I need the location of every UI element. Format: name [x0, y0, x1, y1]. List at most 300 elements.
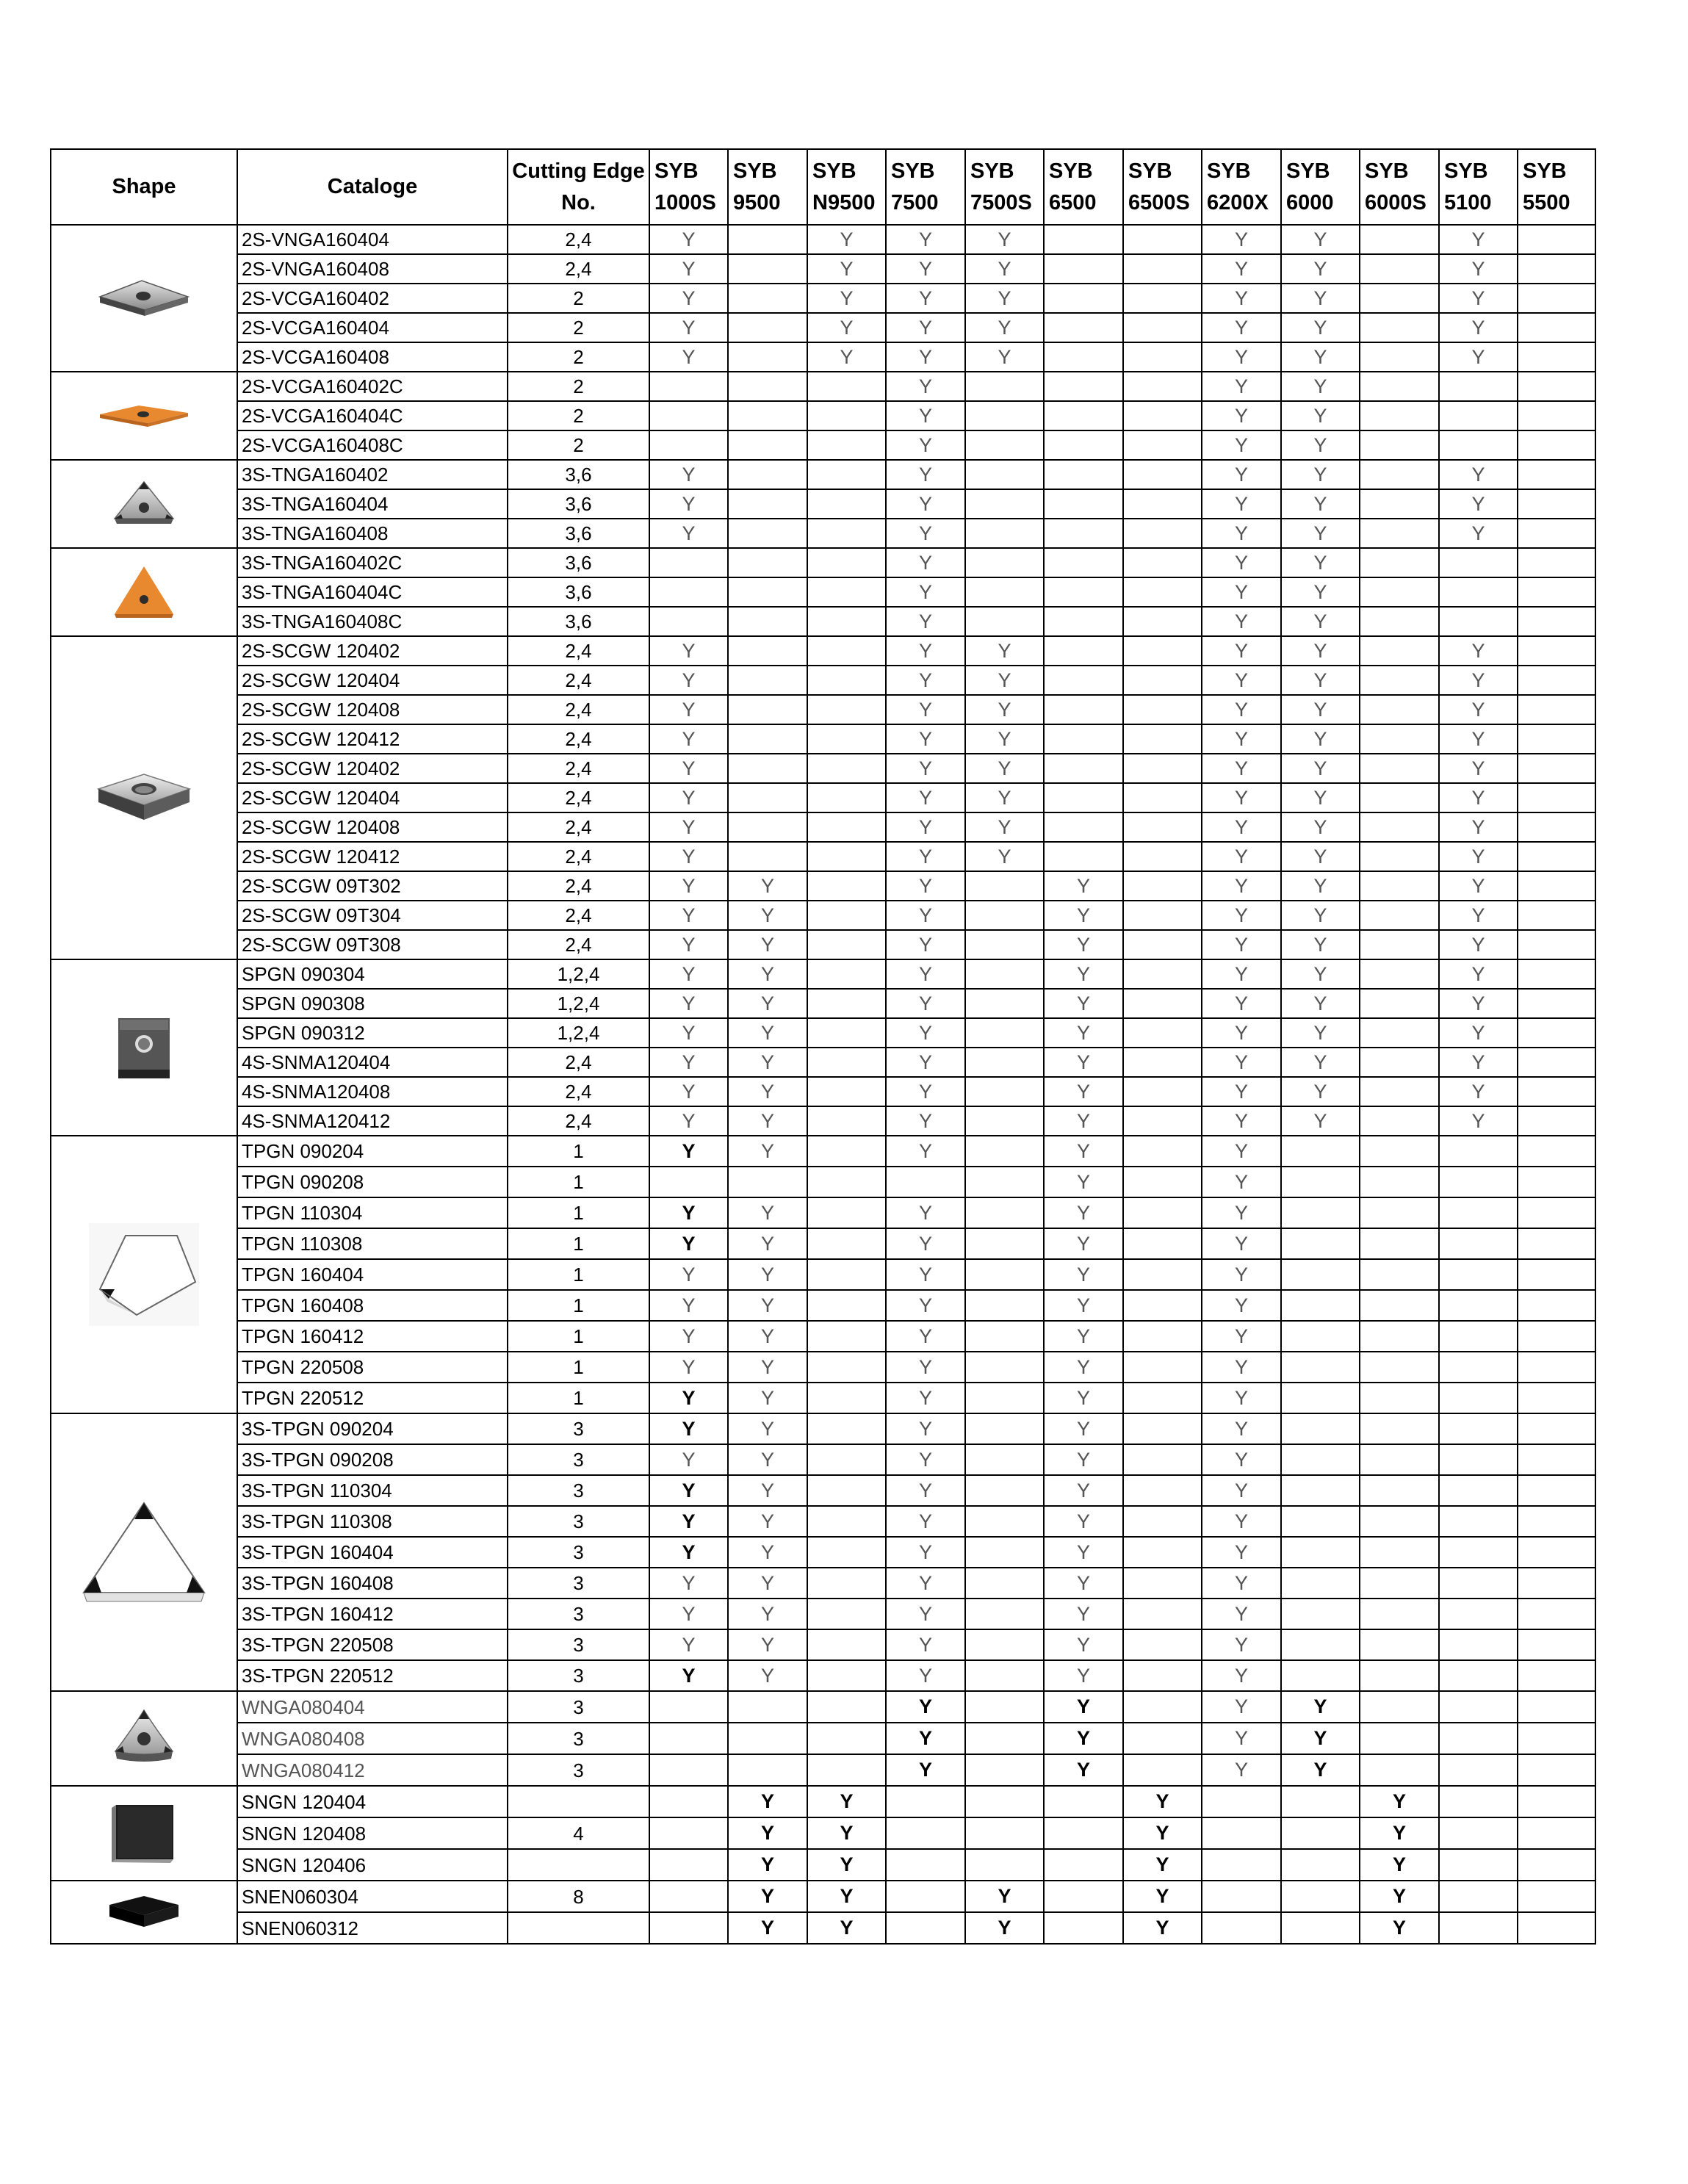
- grade-9500-cell: [728, 548, 807, 577]
- grade-5100-cell: Y: [1439, 254, 1518, 284]
- grade-6000-cell: Y: [1281, 724, 1360, 754]
- grade-5100-cell: Y: [1439, 342, 1518, 372]
- grade-6500-cell: Y: [1044, 1660, 1123, 1691]
- grade-6500-cell: Y: [1044, 1629, 1123, 1660]
- grade-n9500-cell: [807, 1352, 886, 1383]
- grade-n9500-cell: Y: [807, 1817, 886, 1849]
- grade-n9500-cell: Y: [807, 342, 886, 372]
- grade-7500-cell: [886, 1817, 965, 1849]
- grade-5100-cell: Y: [1439, 930, 1518, 959]
- grade-6200x-cell: Y: [1202, 1723, 1281, 1754]
- grade-6500-cell: Y: [1044, 1018, 1123, 1048]
- table-row: [51, 1754, 1595, 1786]
- grade-6200x-cell: Y: [1202, 401, 1281, 430]
- cutting-edge-cell: 3,6: [508, 519, 649, 548]
- shape-cell: [51, 1881, 237, 1944]
- grade-9500-cell: Y: [728, 1352, 807, 1383]
- header-grade: [965, 149, 1044, 225]
- grade-6000s-cell: [1360, 1754, 1439, 1786]
- grade-5100-cell: Y: [1439, 489, 1518, 519]
- catalog-cell: 2S-SCGW 09T304: [237, 901, 508, 930]
- grade-9500-cell: [728, 636, 807, 666]
- header-grade: [1123, 149, 1202, 225]
- grade-n9500-cell: [807, 754, 886, 783]
- grade-6500s-cell: [1123, 548, 1202, 577]
- grade-5500-cell: [1518, 1167, 1595, 1197]
- grade-5500-cell: [1518, 1691, 1595, 1723]
- grade-7500-cell: Y: [886, 1352, 965, 1383]
- grade-7500-cell: Y: [886, 636, 965, 666]
- grade-6000s-cell: [1360, 989, 1439, 1018]
- header-grade-line2: 9500: [733, 190, 781, 215]
- grade-5500-cell: [1518, 1444, 1595, 1475]
- grade-7500s-cell: [965, 1506, 1044, 1537]
- catalog-cell: 3S-TNGA160408: [237, 519, 508, 548]
- grade-9500-cell: [728, 842, 807, 871]
- grade-1000s-cell: [649, 1912, 728, 1944]
- grade-6200x-cell: Y: [1202, 254, 1281, 284]
- table-row: [51, 842, 1595, 871]
- header-shape: Shape: [51, 149, 237, 225]
- catalog-cell: TPGN 090204: [237, 1136, 508, 1167]
- cutting-edge-cell: 2,4: [508, 724, 649, 754]
- grade-1000s-cell: Y: [649, 871, 728, 901]
- grade-9500-cell: Y: [728, 930, 807, 959]
- grade-5500-cell: [1518, 901, 1595, 930]
- grade-n9500-cell: [807, 548, 886, 577]
- grade-7500-cell: Y: [886, 342, 965, 372]
- cutting-edge-cell: 1: [508, 1136, 649, 1167]
- grade-n9500-cell: [807, 724, 886, 754]
- grade-5500-cell: [1518, 1106, 1595, 1136]
- grade-6500s-cell: [1123, 1321, 1202, 1352]
- grade-n9500-cell: Y: [807, 1881, 886, 1912]
- grade-9500-cell: [728, 577, 807, 607]
- grade-1000s-cell: Y: [649, 1321, 728, 1352]
- catalog-cell: TPGN 160412: [237, 1321, 508, 1352]
- table-row: [51, 519, 1595, 548]
- grade-6000s-cell: [1360, 842, 1439, 871]
- catalog-cell: 2S-SCGW 120408: [237, 812, 508, 842]
- grade-7500s-cell: [965, 1259, 1044, 1290]
- grade-5100-cell: Y: [1439, 460, 1518, 489]
- grade-1000s-cell: [649, 1849, 728, 1881]
- grade-n9500-cell: Y: [807, 1849, 886, 1881]
- grade-1000s-cell: Y: [649, 1106, 728, 1136]
- grade-9500-cell: Y: [728, 1599, 807, 1629]
- grade-6000s-cell: [1360, 1475, 1439, 1506]
- grade-6000s-cell: Y: [1360, 1881, 1439, 1912]
- grade-n9500-cell: [807, 901, 886, 930]
- catalog-cell: 2S-SCGW 120412: [237, 842, 508, 871]
- cutting-edge-cell: 3: [508, 1537, 649, 1568]
- table-row: [51, 1167, 1595, 1197]
- catalog-cell: TPGN 160404: [237, 1259, 508, 1290]
- grade-7500-cell: Y: [886, 1723, 965, 1754]
- grade-1000s-cell: Y: [649, 225, 728, 254]
- grade-9500-cell: Y: [728, 1786, 807, 1817]
- grade-7500s-cell: [965, 1136, 1044, 1167]
- grade-9500-cell: Y: [728, 1259, 807, 1290]
- grade-7500s-cell: Y: [965, 695, 1044, 724]
- grade-7500-cell: Y: [886, 401, 965, 430]
- grade-7500s-cell: [965, 401, 1044, 430]
- grade-7500s-cell: Y: [965, 724, 1044, 754]
- catalog-cell: 4S-SNMA120404: [237, 1048, 508, 1077]
- catalog-cell: 2S-VCGA160404: [237, 313, 508, 342]
- cutting-edge-cell: [508, 1912, 649, 1944]
- header-grade-line2: 5100: [1444, 190, 1492, 215]
- grade-n9500-cell: [807, 783, 886, 812]
- grade-7500s-cell: [965, 1817, 1044, 1849]
- header-grade-line1: SYB: [1444, 159, 1488, 183]
- grade-6000-cell: [1281, 1290, 1360, 1321]
- grade-1000s-cell: Y: [649, 695, 728, 724]
- grade-6000s-cell: [1360, 225, 1439, 254]
- cutting-edge-cell: 3,6: [508, 489, 649, 519]
- grade-5100-cell: Y: [1439, 1018, 1518, 1048]
- grade-5500-cell: [1518, 519, 1595, 548]
- grade-6500-cell: [1044, 636, 1123, 666]
- grade-6000-cell: [1281, 1383, 1360, 1413]
- grade-6000s-cell: Y: [1360, 1817, 1439, 1849]
- grade-6200x-cell: Y: [1202, 959, 1281, 989]
- cutting-edge-cell: 2,4: [508, 783, 649, 812]
- catalog-cell: 2S-VCGA160404C: [237, 401, 508, 430]
- grade-9500-cell: [728, 430, 807, 460]
- grade-5500-cell: [1518, 1723, 1595, 1754]
- grade-n9500-cell: [807, 1691, 886, 1723]
- shape-cell: [51, 1136, 237, 1413]
- grade-6500s-cell: [1123, 1475, 1202, 1506]
- table-row: [51, 636, 1595, 666]
- grade-1000s-cell: Y: [649, 842, 728, 871]
- grade-5100-cell: [1439, 1136, 1518, 1167]
- grade-9500-cell: Y: [728, 1817, 807, 1849]
- grade-6000s-cell: Y: [1360, 1912, 1439, 1944]
- grade-6200x-cell: Y: [1202, 783, 1281, 812]
- grade-6200x-cell: Y: [1202, 871, 1281, 901]
- catalog-cell: 3S-TPGN 160412: [237, 1599, 508, 1629]
- grade-6000-cell: Y: [1281, 754, 1360, 783]
- catalog-cell: 3S-TNGA160402C: [237, 548, 508, 577]
- cutting-edge-cell: 3: [508, 1629, 649, 1660]
- grade-n9500-cell: [807, 989, 886, 1018]
- grade-5500-cell: [1518, 1881, 1595, 1912]
- grade-6000-cell: Y: [1281, 666, 1360, 695]
- grade-1000s-cell: Y: [649, 1629, 728, 1660]
- cutting-edge-cell: 3: [508, 1475, 649, 1506]
- grade-6000s-cell: [1360, 1352, 1439, 1383]
- grade-5500-cell: [1518, 783, 1595, 812]
- grade-7500-cell: Y: [886, 666, 965, 695]
- grade-1000s-cell: Y: [649, 313, 728, 342]
- shape-cell: [51, 460, 237, 548]
- grade-1000s-cell: Y: [649, 342, 728, 372]
- grade-5100-cell: [1439, 1383, 1518, 1413]
- grade-5100-cell: [1439, 1321, 1518, 1352]
- catalog-cell: 2S-SCGW 120408: [237, 695, 508, 724]
- grade-6500-cell: [1044, 254, 1123, 284]
- grade-5100-cell: Y: [1439, 989, 1518, 1018]
- grade-6500s-cell: [1123, 1383, 1202, 1413]
- grade-5100-cell: [1439, 1629, 1518, 1660]
- table-row: [51, 254, 1595, 284]
- grade-6500s-cell: [1123, 754, 1202, 783]
- grade-9500-cell: [728, 812, 807, 842]
- grade-7500-cell: Y: [886, 225, 965, 254]
- grade-9500-cell: [728, 342, 807, 372]
- grade-1000s-cell: Y: [649, 1413, 728, 1444]
- grade-6200x-cell: Y: [1202, 1537, 1281, 1568]
- grade-6500-cell: Y: [1044, 930, 1123, 959]
- grade-6000-cell: Y: [1281, 871, 1360, 901]
- grade-6500-cell: [1044, 401, 1123, 430]
- grade-7500s-cell: [965, 430, 1044, 460]
- table-row: [51, 989, 1595, 1018]
- header-grade: [1518, 149, 1595, 225]
- grade-5100-cell: Y: [1439, 313, 1518, 342]
- grade-6500-cell: [1044, 754, 1123, 783]
- grade-6000s-cell: [1360, 1568, 1439, 1599]
- grade-6200x-cell: Y: [1202, 1018, 1281, 1048]
- header-grade: [1439, 149, 1518, 225]
- table-row: [51, 313, 1595, 342]
- grade-6000s-cell: [1360, 1383, 1439, 1413]
- header-grade-line2: 5500: [1523, 190, 1570, 215]
- grade-6000s-cell: [1360, 401, 1439, 430]
- header-grade: [886, 149, 965, 225]
- grade-7500s-cell: [965, 1568, 1044, 1599]
- grade-6200x-cell: Y: [1202, 342, 1281, 372]
- grade-7500s-cell: Y: [965, 225, 1044, 254]
- grade-1000s-cell: Y: [649, 1599, 728, 1629]
- cutting-edge-cell: 1: [508, 1259, 649, 1290]
- grade-n9500-cell: [807, 1754, 886, 1786]
- cutting-edge-cell: 3: [508, 1599, 649, 1629]
- grade-n9500-cell: [807, 1568, 886, 1599]
- grade-5500-cell: [1518, 372, 1595, 401]
- grade-6500-cell: [1044, 460, 1123, 489]
- grade-5500-cell: [1518, 989, 1595, 1018]
- grade-6000-cell: Y: [1281, 1077, 1360, 1106]
- grade-6000-cell: Y: [1281, 401, 1360, 430]
- grade-7500-cell: Y: [886, 1444, 965, 1475]
- grade-6500s-cell: [1123, 1444, 1202, 1475]
- grade-6500-cell: Y: [1044, 1754, 1123, 1786]
- catalog-cell: 3S-TPGN 090208: [237, 1444, 508, 1475]
- grade-6500s-cell: [1123, 225, 1202, 254]
- grade-7500-cell: Y: [886, 1629, 965, 1660]
- grade-5100-cell: [1439, 1912, 1518, 1944]
- grade-9500-cell: Y: [728, 1912, 807, 1944]
- grade-7500s-cell: [965, 1228, 1044, 1259]
- grade-5100-cell: [1439, 1444, 1518, 1475]
- header-grade-line1: SYB: [654, 159, 699, 183]
- grade-7500s-cell: [965, 1475, 1044, 1506]
- grade-5500-cell: [1518, 1413, 1595, 1444]
- header-grade-line1: SYB: [970, 159, 1014, 183]
- grade-6000s-cell: [1360, 901, 1439, 930]
- header-grade-line1: SYB: [812, 159, 856, 183]
- grade-7500-cell: Y: [886, 783, 965, 812]
- grade-7500-cell: Y: [886, 1660, 965, 1691]
- grade-6500s-cell: [1123, 1537, 1202, 1568]
- grade-6500s-cell: [1123, 959, 1202, 989]
- cutting-edge-cell: 1: [508, 1197, 649, 1228]
- grade-6500s-cell: [1123, 989, 1202, 1018]
- grade-5500-cell: [1518, 959, 1595, 989]
- grade-n9500-cell: [807, 372, 886, 401]
- grade-5500-cell: [1518, 1136, 1595, 1167]
- grade-6200x-cell: Y: [1202, 1599, 1281, 1629]
- grade-7500-cell: Y: [886, 607, 965, 636]
- grade-6000-cell: Y: [1281, 1048, 1360, 1077]
- grade-6200x-cell: Y: [1202, 372, 1281, 401]
- grade-1000s-cell: [649, 401, 728, 430]
- grade-7500s-cell: [965, 1383, 1044, 1413]
- header-grade-line2: 7500: [891, 190, 939, 215]
- grade-5500-cell: [1518, 489, 1595, 519]
- grade-6000s-cell: [1360, 548, 1439, 577]
- grade-7500-cell: Y: [886, 1321, 965, 1352]
- grade-5500-cell: [1518, 1259, 1595, 1290]
- grade-1000s-cell: Y: [649, 1444, 728, 1475]
- table-row: [51, 724, 1595, 754]
- grade-n9500-cell: [807, 1259, 886, 1290]
- table-row: [51, 1786, 1595, 1817]
- grade-5500-cell: [1518, 1537, 1595, 1568]
- grade-1000s-cell: Y: [649, 1537, 728, 1568]
- grade-5100-cell: Y: [1439, 519, 1518, 548]
- grade-6000-cell: [1281, 1912, 1360, 1944]
- grade-6000-cell: [1281, 1475, 1360, 1506]
- grade-6500s-cell: [1123, 812, 1202, 842]
- grade-6200x-cell: Y: [1202, 577, 1281, 607]
- grade-6500s-cell: [1123, 284, 1202, 313]
- grade-6000s-cell: Y: [1360, 1786, 1439, 1817]
- grade-7500-cell: Y: [886, 1754, 965, 1786]
- cutting-edge-cell: 3: [508, 1413, 649, 1444]
- grade-6500s-cell: [1123, 842, 1202, 871]
- grade-6500s-cell: [1123, 519, 1202, 548]
- cutting-edge-cell: 3: [508, 1691, 649, 1723]
- grade-7500-cell: [886, 1881, 965, 1912]
- grade-6000s-cell: [1360, 1444, 1439, 1475]
- grade-5500-cell: [1518, 1475, 1595, 1506]
- grade-6500s-cell: [1123, 1629, 1202, 1660]
- grade-6000s-cell: [1360, 1506, 1439, 1537]
- grade-5100-cell: Y: [1439, 754, 1518, 783]
- cutting-edge-cell: 2,4: [508, 1048, 649, 1077]
- grade-6200x-cell: Y: [1202, 1077, 1281, 1106]
- grade-1000s-cell: [649, 430, 728, 460]
- grade-1000s-cell: [649, 1167, 728, 1197]
- grade-n9500-cell: Y: [807, 1912, 886, 1944]
- grade-n9500-cell: [807, 842, 886, 871]
- grade-1000s-cell: Y: [649, 1197, 728, 1228]
- grade-5100-cell: [1439, 1881, 1518, 1912]
- table-row: [51, 1352, 1595, 1383]
- grade-5100-cell: [1439, 548, 1518, 577]
- grade-6500s-cell: Y: [1123, 1849, 1202, 1881]
- table-row: [51, 1018, 1595, 1048]
- grade-7500s-cell: Y: [965, 812, 1044, 842]
- grade-7500s-cell: [965, 1077, 1044, 1106]
- grade-9500-cell: Y: [728, 1444, 807, 1475]
- grade-9500-cell: [728, 401, 807, 430]
- table-row: [51, 460, 1595, 489]
- grade-9500-cell: Y: [728, 1475, 807, 1506]
- header-grade-line1: SYB: [1128, 159, 1172, 183]
- grade-6000-cell: Y: [1281, 1106, 1360, 1136]
- grade-6500s-cell: [1123, 1568, 1202, 1599]
- grade-6000s-cell: [1360, 959, 1439, 989]
- grade-9500-cell: Y: [728, 1849, 807, 1881]
- table-row: [51, 1106, 1595, 1136]
- grade-6000-cell: Y: [1281, 372, 1360, 401]
- grade-7500-cell: [886, 1786, 965, 1817]
- header-grade-line2: 1000S: [654, 190, 716, 215]
- grade-7500-cell: Y: [886, 1599, 965, 1629]
- grade-6000-cell: [1281, 1197, 1360, 1228]
- header-grade-line1: SYB: [1286, 159, 1330, 183]
- grade-7500s-cell: [965, 959, 1044, 989]
- grade-6500-cell: Y: [1044, 1444, 1123, 1475]
- grade-6000-cell: Y: [1281, 225, 1360, 254]
- grade-6000s-cell: [1360, 1629, 1439, 1660]
- grade-5500-cell: [1518, 1849, 1595, 1881]
- grade-n9500-cell: [807, 1106, 886, 1136]
- grade-5100-cell: [1439, 1817, 1518, 1849]
- grade-1000s-cell: [649, 372, 728, 401]
- table-row: [51, 607, 1595, 636]
- catalog-cell: 3S-TNGA160404: [237, 489, 508, 519]
- table-row: [51, 1413, 1595, 1444]
- table-row: [51, 1817, 1595, 1849]
- grade-7500s-cell: [965, 372, 1044, 401]
- grade-1000s-cell: Y: [649, 489, 728, 519]
- catalog-cell: SPGN 090304: [237, 959, 508, 989]
- grade-1000s-cell: Y: [649, 1506, 728, 1537]
- grade-6500-cell: Y: [1044, 1136, 1123, 1167]
- table-row: [51, 871, 1595, 901]
- catalog-cell: 2S-SCGW 120402: [237, 754, 508, 783]
- grade-9500-cell: Y: [728, 1321, 807, 1352]
- grade-7500-cell: Y: [886, 1077, 965, 1106]
- grade-1000s-cell: [649, 1881, 728, 1912]
- grade-6500s-cell: [1123, 1691, 1202, 1723]
- grade-6000s-cell: [1360, 577, 1439, 607]
- grade-6000s-cell: [1360, 754, 1439, 783]
- grade-7500-cell: Y: [886, 460, 965, 489]
- grade-9500-cell: Y: [728, 1660, 807, 1691]
- diamond-insert-gray-icon: [51, 768, 237, 827]
- grade-6500-cell: Y: [1044, 901, 1123, 930]
- table-row: [51, 372, 1595, 401]
- cutting-edge-cell: 2: [508, 401, 649, 430]
- grade-n9500-cell: Y: [807, 1786, 886, 1817]
- header-grade-line1: SYB: [1365, 159, 1409, 183]
- catalog-cell: 3S-TPGN 110304: [237, 1475, 508, 1506]
- grade-6200x-cell: Y: [1202, 1259, 1281, 1290]
- grade-6500s-cell: [1123, 724, 1202, 754]
- grade-7500-cell: Y: [886, 930, 965, 959]
- grade-9500-cell: [728, 1691, 807, 1723]
- grade-6200x-cell: Y: [1202, 842, 1281, 871]
- grade-n9500-cell: [807, 1475, 886, 1506]
- grade-7500s-cell: [965, 1413, 1044, 1444]
